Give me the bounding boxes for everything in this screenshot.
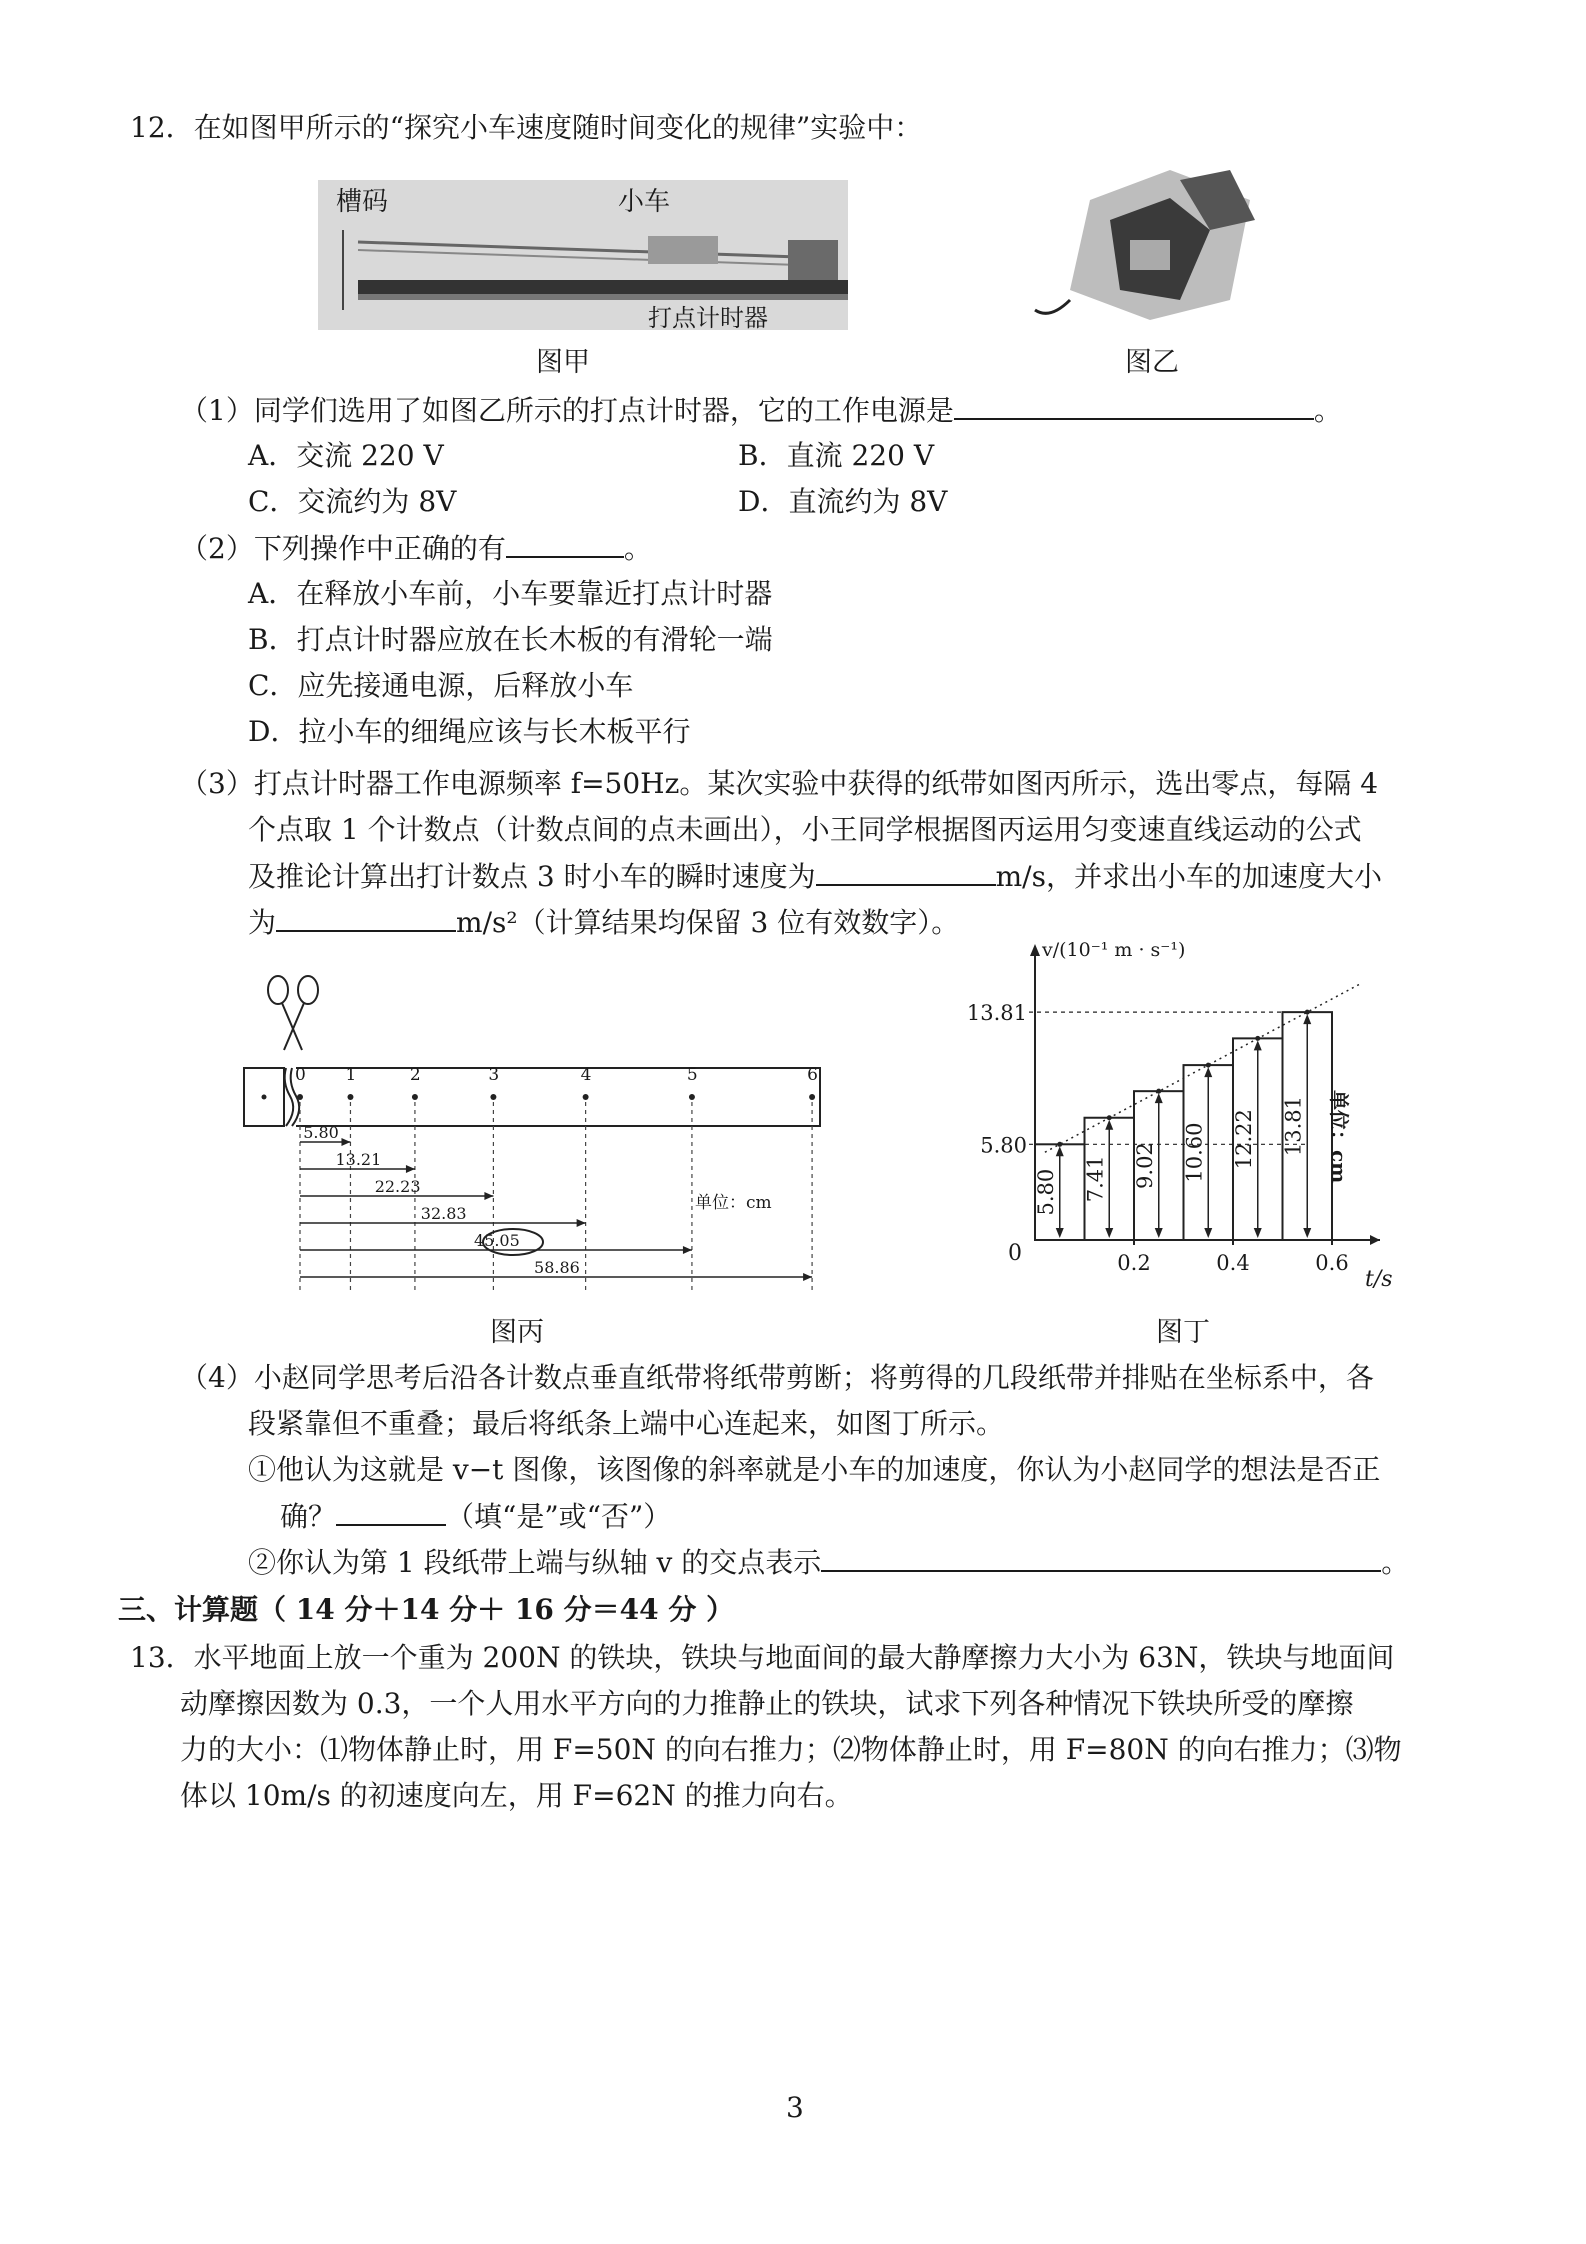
- strip-value-label: 7.41: [1083, 1155, 1108, 1203]
- dimension-label: 58.86: [534, 1258, 580, 1277]
- figure-jia-drawing: [318, 180, 848, 330]
- strip-value-label: 12.22: [1231, 1109, 1256, 1170]
- tape-point-label: 1: [345, 1065, 357, 1085]
- tape-point-label: 6: [807, 1065, 818, 1085]
- tape-point-label: 0: [295, 1065, 306, 1085]
- caption-jia: 图甲: [536, 347, 590, 378]
- caption-yi: 图乙: [1125, 347, 1179, 378]
- strip-value-label: 10.60: [1182, 1122, 1207, 1183]
- scissors-icon: [268, 976, 318, 1050]
- strip-value-label: 13.81: [1281, 1096, 1306, 1157]
- y-tick-label: 13.81: [966, 1001, 1027, 1026]
- tape-point-4: [583, 1094, 589, 1100]
- tape-point-label: 2: [409, 1065, 421, 1085]
- figure-ding-chart: [966, 930, 1410, 1300]
- p1-option-d: D．直流约为 8V: [738, 485, 948, 518]
- p1-end: 。: [1313, 394, 1342, 427]
- tape-point-2: [412, 1094, 418, 1100]
- p3-line2: 个点取 1 个计数点（计数点间的点未画出），小王同学根据图丙运用匀变速直线运动的公式: [248, 813, 1362, 846]
- y-axis-label: v/(10⁻¹ m · s⁻¹): [1042, 939, 1186, 961]
- tape-point-0: [297, 1094, 303, 1100]
- bing-unit: 单位：cm: [695, 1193, 772, 1213]
- figure-jia: [318, 180, 848, 330]
- x-axis-label: t/s: [1365, 1267, 1393, 1292]
- origin-label: 0: [1008, 1241, 1022, 1266]
- dimension-label: 13.21: [335, 1150, 382, 1169]
- y-tick-label: 5.80: [980, 1133, 1027, 1158]
- p3-line4a: 为: [248, 906, 277, 939]
- p4-q2-end: 。: [1381, 1546, 1410, 1579]
- tape-point-label: 5: [686, 1065, 698, 1085]
- q13-line1: 13．水平地面上放一个重为 200N 的铁块，铁块与地面间的最大静摩擦力大小为 63N，铁块与地面间: [130, 1641, 1395, 1674]
- p4-q2: ②你认为第 1 段纸带上端与纵轴 v 的交点表示: [248, 1546, 822, 1579]
- label-cart: 小车: [618, 187, 671, 217]
- p2-text: （2）下列操作中正确的有: [180, 532, 506, 565]
- p1-answer-blank[interactable]: [954, 392, 1314, 420]
- p4-q1-answer-blank[interactable]: [336, 1498, 446, 1526]
- x-tick-label: 0.6: [1315, 1251, 1349, 1275]
- strip-value-label: 5.80: [1033, 1168, 1058, 1216]
- p3-line3a: 及推论计算出打计数点 3 时小车的瞬时速度为: [248, 860, 816, 893]
- p2-answer-blank[interactable]: [506, 530, 624, 558]
- p4-q1b: 确？: [280, 1500, 337, 1533]
- dimension-label: 32.83: [420, 1204, 467, 1223]
- p1-line: [180, 392, 1342, 429]
- p1-option-a: A．交流 220 V: [248, 439, 444, 472]
- p3-velocity-blank[interactable]: [816, 858, 996, 886]
- p1-option-b: B．直流 220 V: [738, 439, 935, 472]
- tape-point-1: [347, 1094, 353, 1100]
- p3-line3b: m/s，并求出小车的加速度大小: [995, 860, 1382, 893]
- x-tick-label: 0.4: [1216, 1251, 1250, 1275]
- section3-title: 三、计算题（ 14 分＋14 分＋ 16 分＝44 分 ）: [118, 1593, 735, 1626]
- p4-q2-line: [248, 1544, 1409, 1581]
- p2-option-b: B．打点计时器应放在长木板的有滑轮一端: [248, 623, 773, 656]
- p4-q2-answer-blank[interactable]: [821, 1544, 1381, 1572]
- p3-line4b: m/s²（计算结果均保留 3 位有效数字）。: [456, 906, 960, 939]
- figure-yi-drawing: [1030, 160, 1260, 330]
- p3-line1: （3）打点计时器工作电源频率 f=50Hz。某次实验中获得的纸带如图丙所示，选出零点，每隔 4: [180, 767, 1379, 800]
- tape-point-5: [689, 1094, 695, 1100]
- ding-unit: 单位：cm: [1327, 1090, 1351, 1184]
- p2-option-a: A．在释放小车前，小车要靠近打点计时器: [248, 577, 773, 610]
- tape-point-6: [809, 1094, 815, 1100]
- tape-point-label: 3: [488, 1065, 500, 1085]
- label-timer: 打点计时器: [648, 304, 768, 332]
- p2-option-c: C．应先接通电源，后释放小车: [248, 669, 634, 702]
- figure-bing: [230, 970, 870, 1300]
- p4-line2: 段紧靠但不重叠；最后将纸条上端中心连起来，如图丁所示。: [248, 1407, 1005, 1440]
- p4-q1-line2: [280, 1498, 671, 1535]
- dimension-label: 45.05: [473, 1231, 520, 1250]
- tape-points: [295, 1065, 818, 1100]
- p4-line1: （4）小赵同学思考后沿各计数点垂直纸带将纸带剪断；将剪得的几段纸带并排贴在坐标系中，各: [180, 1361, 1374, 1394]
- p4-q1c: （填“是”或“否”）: [446, 1500, 672, 1533]
- p2-end: 。: [623, 532, 652, 565]
- x-tick-label: 0.2: [1117, 1251, 1151, 1275]
- tape-point-3: [490, 1094, 496, 1100]
- p3-line4: [248, 904, 959, 941]
- p3-acceleration-blank[interactable]: [276, 904, 456, 932]
- caption-bing: 图丙: [490, 1317, 544, 1348]
- p2-line: [180, 530, 652, 567]
- q13-line4: 体以 10m/s 的初速度向左，用 F=62N 的推力向右。: [180, 1779, 853, 1812]
- p1-option-c: C．交流约为 8V: [248, 485, 457, 518]
- p3-line3: [248, 858, 1382, 895]
- figure-yi: [1030, 160, 1260, 330]
- strip-value-label: 9.02: [1132, 1142, 1157, 1189]
- dimension-label: 22.23: [374, 1177, 421, 1196]
- caption-ding: 图丁: [1156, 1317, 1210, 1348]
- q13-line2: 动摩擦因数为 0.3，一个人用水平方向的力推静止的铁块，试求下列各种情况下铁块所受的摩擦: [180, 1687, 1354, 1720]
- p1-text: （1）同学们选用了如图乙所示的打点计时器，它的工作电源是: [180, 394, 954, 427]
- p4-q1-line1: ①他认为这就是 v−t 图像，该图像的斜率就是小车的加速度，你认为小赵同学的想法是否正: [248, 1453, 1381, 1486]
- dimension-label: 5.80: [303, 1123, 339, 1142]
- q12-stem: 12．在如图甲所示的“探究小车速度随时间变化的规律”实验中：: [130, 111, 923, 144]
- label-weight: 槽码: [336, 187, 389, 217]
- q13-line3: 力的大小：⑴物体静止时，用 F=50N 的向右推力；⑵物体静止时，用 F=80N 的向右推力；⑶物: [180, 1733, 1402, 1766]
- tape-point-label: 4: [580, 1065, 592, 1085]
- p2-option-d: D．拉小车的细绳应该与长木板平行: [248, 715, 691, 748]
- page-number: 3: [786, 2091, 804, 2124]
